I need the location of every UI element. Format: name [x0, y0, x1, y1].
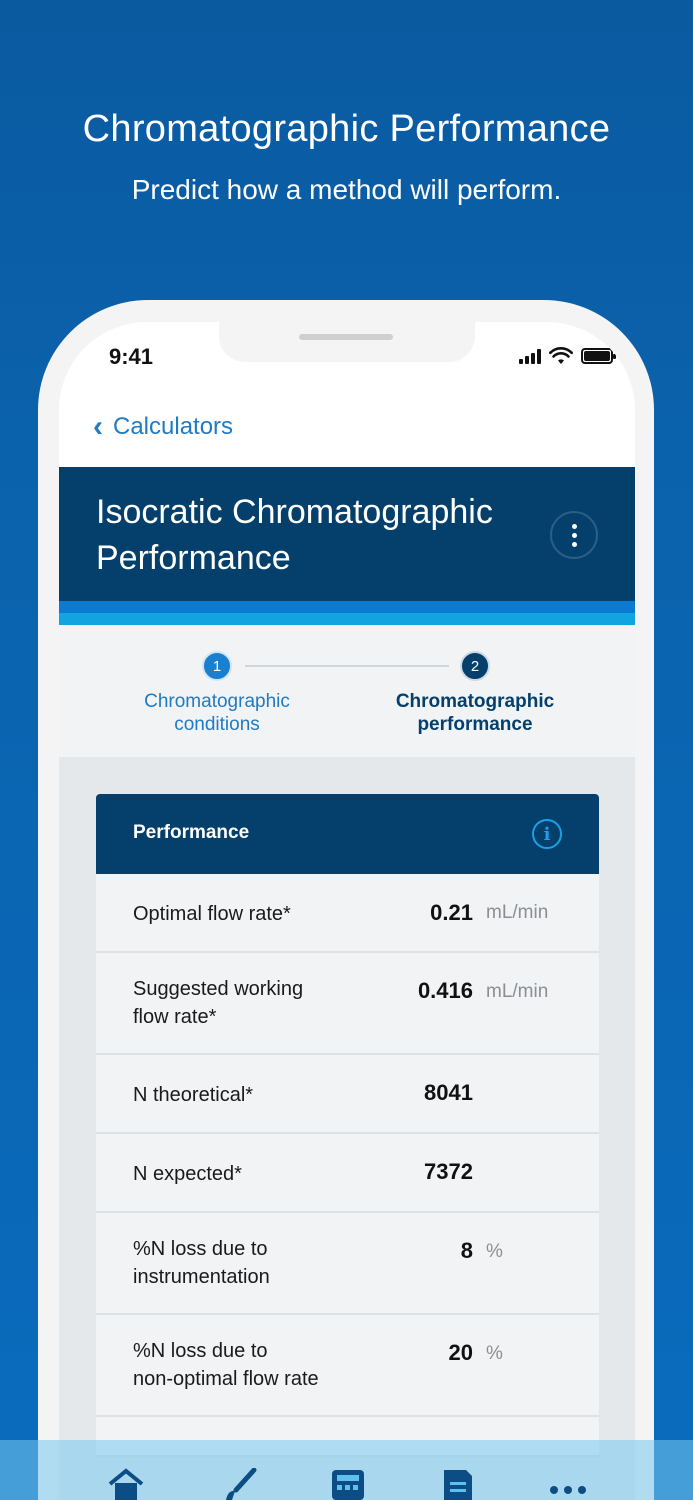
header-accent-stripe — [59, 601, 635, 613]
step-label-line: Chromatographic — [144, 691, 290, 712]
more-options-button[interactable] — [550, 511, 598, 559]
row-label-line: Suggested working — [133, 978, 304, 1000]
more-icon[interactable] — [548, 1480, 588, 1500]
row-unit: mL/min — [486, 981, 549, 1002]
brush-icon[interactable] — [222, 1468, 258, 1500]
row-label — [133, 1337, 393, 1393]
header-accent-stripe-light — [59, 613, 635, 625]
row-label — [133, 1160, 343, 1188]
hero-subtitle: Predict how a method will perform. — [131, 174, 562, 205]
row-label — [133, 1081, 343, 1109]
wifi-icon — [549, 347, 573, 365]
row-label — [133, 1235, 343, 1291]
battery-icon — [581, 348, 613, 364]
kebab-dot-icon — [572, 533, 577, 538]
row-value: 0.416 — [417, 978, 473, 1003]
row-label-line: Optimal flow rate* — [133, 903, 291, 925]
page-header — [59, 467, 635, 601]
step-conditions[interactable] — [117, 651, 317, 736]
status-icons — [519, 347, 613, 365]
speaker-grille — [299, 334, 393, 340]
table-row — [96, 874, 599, 953]
document-icon[interactable] — [440, 1468, 476, 1500]
row-label-line: N theoretical* — [133, 1084, 254, 1106]
row-unit: % — [486, 1241, 503, 1262]
step-label — [375, 690, 575, 736]
table-row — [96, 1134, 599, 1213]
row-value: 7372 — [424, 1159, 473, 1184]
row-label — [133, 975, 343, 1031]
row-label-line: N expected* — [133, 1163, 242, 1185]
back-label: Calculators — [113, 413, 234, 440]
table-row — [96, 1055, 599, 1134]
content-area — [59, 757, 635, 1500]
step-label — [117, 690, 317, 736]
row-value: 0.21 — [430, 900, 473, 925]
hero-title: Chromatographic Performance — [82, 108, 611, 150]
stepper — [59, 625, 635, 757]
back-button[interactable] — [93, 412, 233, 442]
calculator-icon[interactable] — [330, 1468, 366, 1500]
row-label-line: non-optimal flow rate — [133, 1368, 319, 1390]
card-title: Performance — [133, 822, 250, 843]
table-row — [96, 1315, 599, 1417]
step-number: 2 — [460, 651, 490, 681]
page-title: Isocratic Chromatographic Performance — [96, 493, 493, 577]
home-icon[interactable] — [106, 1468, 146, 1500]
row-unit: mL/min — [486, 902, 549, 923]
info-icon[interactable]: i — [532, 819, 562, 849]
row-label-line: instrumentation — [133, 1266, 270, 1288]
row-label-line: %N loss due to — [133, 1340, 268, 1362]
step-label-line: Chromatographic — [395, 691, 555, 712]
table-row — [96, 1213, 599, 1315]
row-label-line: %N loss due to — [133, 1238, 268, 1260]
signal-icon — [519, 348, 541, 364]
row-value: 8 — [460, 1238, 473, 1263]
row-label-line: flow rate* — [133, 1006, 217, 1028]
performance-card — [96, 794, 599, 1457]
step-performance[interactable] — [375, 651, 575, 736]
chevron-left-icon: ‹ — [93, 410, 103, 443]
kebab-dot-icon — [572, 524, 577, 529]
notch — [219, 322, 475, 362]
row-value: 20 — [448, 1340, 473, 1365]
step-label-line: conditions — [174, 714, 260, 735]
kebab-dot-icon — [572, 542, 577, 547]
row-unit: % — [486, 1343, 503, 1364]
row-label — [133, 900, 343, 928]
step-number: 1 — [202, 651, 232, 681]
card-header — [96, 794, 599, 874]
phone-screen — [59, 322, 635, 1500]
step-label-line: performance — [417, 714, 533, 735]
row-value: 8041 — [424, 1080, 473, 1105]
table-row — [96, 953, 599, 1055]
status-time: 9:41 — [109, 344, 154, 369]
